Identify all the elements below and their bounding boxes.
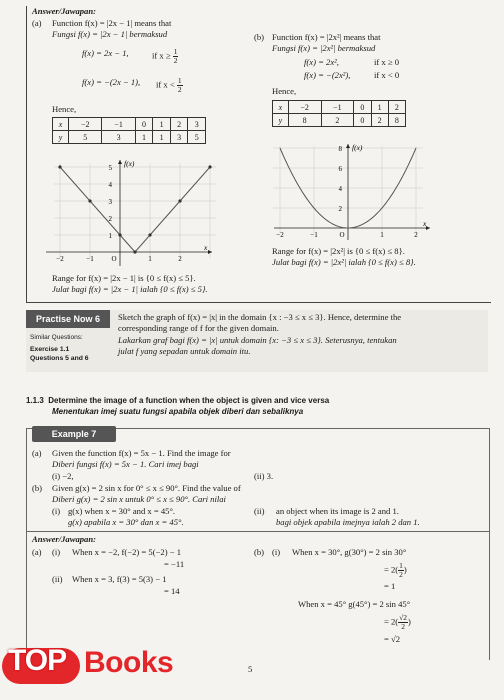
practise-question-en-1: Sketch the graph of f(x) = |x| in the domain {x : −3 ≤ x ≤ 3}. Hence, determine the bbox=[118, 312, 402, 322]
practise-question-ms-1: Lakarkan graf bagi f(x) = |x| untuk domain {x: −3 ≤ x ≤ 3}. Seterusnya, tentukan bbox=[118, 335, 397, 345]
example-b-ii-label: (ii) bbox=[254, 506, 265, 516]
answer-a-ii-line1: When x = 3, f(3) = 5(3) − 1 bbox=[72, 574, 167, 584]
part-a-case1-expr: f(x) = 2x − 1, bbox=[82, 48, 129, 58]
example-b-i-ms: g(x) apabila x = 30° dan x = 45°. bbox=[68, 517, 184, 527]
example-a-ms: Diberi fungsi f(x) = 5x − 1. Cari imej bagi bbox=[52, 459, 199, 469]
part-a-range-en: Range for f(x) = |2x − 1| is {0 ≤ f(x) ≤ 5}. bbox=[52, 273, 196, 283]
practise-question-en-2: corresponding range of f for the given domain. bbox=[118, 323, 279, 333]
x-tick-label: −2 bbox=[276, 231, 284, 239]
part-a-value-table bbox=[52, 117, 206, 144]
section-heading-ms: Menentukan imej suatu fungsi apabila objek diberi dan sebaliknya bbox=[52, 407, 304, 416]
example-b-i-label: (i) bbox=[52, 506, 61, 516]
answer-a-label: (a) bbox=[32, 547, 42, 557]
part-a-case2-cond: if x < $\frac{1}{2}$ bbox=[156, 76, 182, 94]
part-a-label: (a) bbox=[32, 18, 42, 28]
part-a-case1-cond: if x ≥ $\frac{1}{2}$ bbox=[152, 47, 178, 65]
graph-b-x-label: x bbox=[423, 219, 427, 228]
part-a-range-ms: Julat bagi f(x) = |2x − 1| ialah {0 ≤ f(x) ≤ 5}. bbox=[52, 284, 208, 294]
table-b-x-cell-0: −2 bbox=[288, 101, 321, 114]
x-tick-label: −1 bbox=[86, 255, 94, 263]
part-a-line1: Function f(x) = |2x − 1| means that bbox=[52, 18, 172, 28]
table-a-x-cell-2: 0 bbox=[135, 118, 153, 131]
practise-question-ms-2: julat f yang sepadan untuk domain itu. bbox=[118, 346, 251, 356]
y-tick-label: 4 bbox=[338, 185, 342, 193]
practise-title: Practise Now 6 bbox=[26, 310, 110, 328]
answer-a-ii-label: (ii) bbox=[52, 574, 63, 584]
table-b-y-cell-1: 2 bbox=[321, 114, 354, 127]
answer-b-i-result2: = √2 bbox=[384, 634, 401, 644]
table-header-x: x bbox=[53, 118, 69, 131]
graph-b-y-label: f(x) bbox=[352, 143, 363, 152]
table-b-y-cell-3: 2 bbox=[371, 114, 388, 127]
data-point bbox=[118, 233, 121, 236]
data-point bbox=[58, 165, 61, 168]
table-b-y-cell-2: 0 bbox=[354, 114, 371, 127]
example-b-label: (b) bbox=[32, 483, 43, 493]
x-tick-label: 1 bbox=[148, 255, 152, 263]
part-b-line2: Fungsi f(x) = |2x²| bermaksud bbox=[272, 43, 376, 53]
y-tick-label: 6 bbox=[338, 165, 342, 173]
answer-a-ii-line2: = 14 bbox=[164, 586, 180, 596]
table-a-x-cell-4: 2 bbox=[170, 118, 188, 131]
x-tick-label: 1 bbox=[380, 231, 384, 239]
x-tick-label: 2 bbox=[178, 255, 182, 263]
example-a-i: (i) −2, bbox=[52, 471, 74, 481]
practise-similar-label: Similar Questions: bbox=[30, 334, 83, 341]
answer-b-i-line1: When x = 30°, g(30°) = 2 sin 30° bbox=[292, 547, 407, 557]
graph-a bbox=[40, 156, 220, 270]
y-tick-label: 3 bbox=[108, 198, 112, 206]
answer-b-i-line4: When x = 45° g(45°) = 2 sin 45° bbox=[298, 599, 411, 609]
part-b-value-table bbox=[272, 100, 406, 127]
table-a-x-cell-0: −2 bbox=[69, 118, 102, 131]
answer-b-label: (b) bbox=[254, 547, 265, 557]
table-a-y-cell-0: 5 bbox=[69, 131, 102, 144]
practise-questions-ref: Questions 5 and 6 bbox=[30, 355, 89, 362]
answer-b-i-frac-line: = 2( $\frac{1}{2}$ ) bbox=[384, 561, 407, 579]
data-point bbox=[148, 233, 151, 236]
example-b-ii-en: an object when its image is 2 and 1. bbox=[276, 506, 399, 516]
page-number: 5 bbox=[248, 664, 253, 674]
y-tick-label: 2 bbox=[108, 215, 112, 223]
table-a-x-cell-3: 1 bbox=[153, 118, 171, 131]
part-b-hence: Hence, bbox=[272, 86, 297, 96]
y-tick-label: 4 bbox=[108, 181, 112, 189]
table-b-y-cell-0: 8 bbox=[288, 114, 321, 127]
practise-exercise-ref: Exercise 1.1 bbox=[30, 346, 70, 353]
part-a-hence: Hence, bbox=[52, 104, 77, 114]
x-tick-label: O bbox=[111, 255, 117, 263]
example-a-label: (a) bbox=[32, 448, 42, 458]
x-tick-label: O bbox=[339, 231, 345, 239]
table-a-x-cell-5: 3 bbox=[188, 118, 206, 131]
example-b-en: Given g(x) = 2 sin x for 0° ≤ x ≤ 90°. Find the value of bbox=[52, 483, 241, 493]
table-b-x-cell-3: 1 bbox=[371, 101, 388, 114]
table-a-y-cell-1: 3 bbox=[102, 131, 135, 144]
graph-a-y-label: f(x) bbox=[124, 159, 135, 168]
table-b-x-cell-4: 2 bbox=[388, 101, 405, 114]
table-header-y: y bbox=[273, 114, 289, 127]
y-tick-label: 1 bbox=[108, 232, 112, 240]
example-b-ms: Diberi g(x) = 2 sin x untuk 0° ≤ x ≤ 90°. Cari nilai bbox=[52, 494, 226, 504]
example-answer-heading: Answer/Jawapan: bbox=[32, 534, 96, 544]
x-tick-label: 2 bbox=[414, 231, 418, 239]
part-b-label: (b) bbox=[254, 32, 265, 42]
answer-heading: Answer/Jawapan: bbox=[32, 6, 96, 16]
answer-b-i-result: = 1 bbox=[384, 581, 396, 591]
part-b-range-ms: Julat bagi f(x) = |2x²| ialah {0 ≤ f(x) ≤ 8}. bbox=[272, 257, 416, 267]
table-a-y-cell-4: 3 bbox=[170, 131, 188, 144]
section-heading: 1.1.3 Determine the image of a function when the object is given and vice versa bbox=[26, 396, 330, 405]
data-point bbox=[88, 199, 91, 202]
table-a-x-cell-1: −1 bbox=[102, 118, 135, 131]
part-b-case1-expr: f(x) = 2x², bbox=[304, 57, 339, 67]
example-a-ii: (ii) 3. bbox=[254, 471, 274, 481]
part-a-case2-expr: f(x) = −(2x − 1), bbox=[82, 77, 141, 87]
table-a-y-cell-2: 1 bbox=[135, 131, 153, 144]
table-header-y: y bbox=[53, 131, 69, 144]
table-a-y-cell-3: 1 bbox=[153, 131, 171, 144]
answer-a-i-line2: = −11 bbox=[164, 559, 185, 569]
data-point bbox=[178, 199, 181, 202]
y-tick-label: 5 bbox=[108, 164, 112, 172]
part-b-line1: Function f(x) = |2x²| means that bbox=[272, 32, 381, 42]
answer-a-i-label: (i) bbox=[52, 547, 61, 557]
part-b-case1-cond: if x ≥ 0 bbox=[374, 57, 400, 67]
part-b-case2-cond: if x < 0 bbox=[374, 70, 400, 80]
y-tick-label: 2 bbox=[338, 205, 342, 213]
table-a-y-cell-5: 5 bbox=[188, 131, 206, 144]
example-b-ii-ms: bagi objek apabila imejnya ialah 2 dan 1. bbox=[276, 517, 420, 527]
answer-b-i-frac2-line: = 2( $\frac{√2}{2}$ ) bbox=[384, 613, 411, 631]
x-tick-label: −2 bbox=[56, 255, 64, 263]
x-tick-label: −1 bbox=[310, 231, 318, 239]
answer-a-i-line1: When x = −2, f(−2) = 5(−2) − 1 bbox=[72, 547, 182, 557]
table-b-x-cell-1: −1 bbox=[321, 101, 354, 114]
watermark-logo: TOP Books bbox=[2, 642, 192, 686]
y-tick-label: 8 bbox=[338, 145, 342, 153]
answer-b-i-label: (i) bbox=[272, 547, 281, 557]
part-a-line2: Fungsi f(x) = |2x − 1| bermaksud bbox=[52, 29, 168, 39]
data-point bbox=[133, 250, 136, 253]
example-a-en: Given the function f(x) = 5x − 1. Find the image for bbox=[52, 448, 231, 458]
part-b-case2-expr: f(x) = −(2x²), bbox=[304, 70, 351, 80]
graph-b bbox=[268, 138, 440, 242]
table-b-y-cell-4: 8 bbox=[388, 114, 405, 127]
table-b-x-cell-2: 0 bbox=[354, 101, 371, 114]
example-b-i-en: g(x) when x = 30° and x = 45°. bbox=[68, 506, 176, 516]
example-title: Example 7 bbox=[32, 426, 116, 442]
table-header-x: x bbox=[273, 101, 289, 114]
part-b-range-en: Range for f(x) = |2x²| is {0 ≤ f(x) ≤ 8}. bbox=[272, 246, 405, 256]
graph-a-x-label: x bbox=[204, 243, 208, 252]
data-point bbox=[208, 165, 211, 168]
